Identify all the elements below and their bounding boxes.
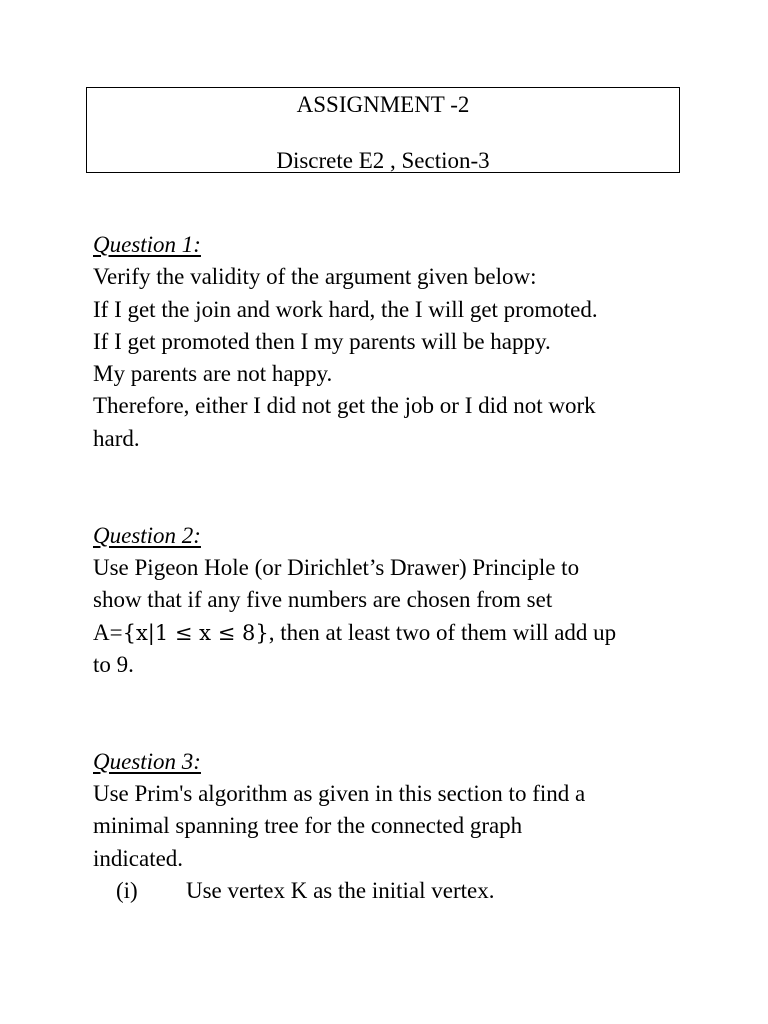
question-3 bbox=[93, 746, 693, 907]
question-1-line: Therefore, either I did not get the job or I did not work bbox=[93, 393, 596, 419]
question-3-item bbox=[93, 875, 693, 907]
question-1-line: My parents are not happy. bbox=[93, 361, 333, 387]
set-suffix: , then at least two of them will add up bbox=[268, 619, 617, 645]
question-1-line: If I get promoted then I my parents will be happy. bbox=[93, 328, 551, 354]
question-3-line: indicated. bbox=[93, 845, 184, 871]
question-2-line: Use Pigeon Hole (or Dirichlet’s Drawer) Principle to bbox=[93, 554, 580, 580]
spacer bbox=[93, 455, 693, 520]
course-section: Discrete E2 , Section-3 bbox=[276, 148, 490, 173]
question-1 bbox=[93, 229, 693, 455]
set-prefix: A= bbox=[93, 619, 123, 645]
set-expression: {x|1 ≤ x ≤ 8} bbox=[122, 620, 269, 645]
question-3-title: Question 3: bbox=[93, 748, 201, 774]
question-3-line: Use Prim's algorithm as given in this section to find a bbox=[93, 781, 586, 807]
question-1-title: Question 1: bbox=[93, 232, 201, 257]
spacer bbox=[93, 681, 693, 746]
question-1-line: If I get the join and work hard, the I will get promoted. bbox=[93, 296, 598, 322]
question-2-line: show that if any five numbers are chosen from set bbox=[93, 587, 553, 613]
question-2-set-line bbox=[93, 617, 693, 649]
question-3-line: minimal spanning tree for the connected graph bbox=[93, 813, 523, 839]
item-number: (i) bbox=[116, 877, 138, 903]
assignment-content bbox=[93, 229, 693, 907]
assignment-header-box bbox=[86, 87, 680, 173]
question-2-title: Question 2: bbox=[93, 522, 201, 548]
assignment-title: ASSIGNMENT -2 bbox=[296, 92, 470, 117]
question-1-line: hard. bbox=[93, 425, 140, 451]
question-2-line: to 9. bbox=[93, 651, 134, 677]
question-2 bbox=[93, 520, 693, 681]
item-text: Use vertex K as the initial vertex. bbox=[186, 877, 495, 903]
question-1-line: Verify the validity of the argument given below: bbox=[93, 264, 537, 290]
